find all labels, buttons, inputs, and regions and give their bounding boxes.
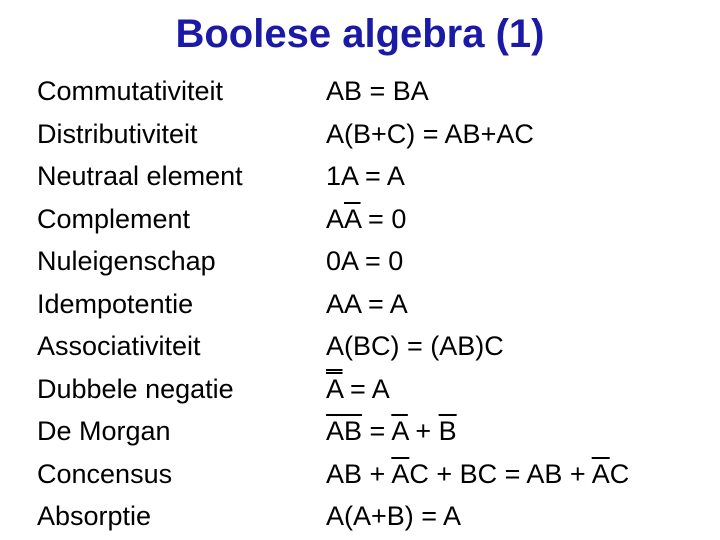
formula — [326, 495, 629, 538]
property-name: Commutativiteit — [37, 76, 224, 106]
formula-text: = — [362, 416, 392, 446]
formula — [326, 113, 629, 156]
formula — [326, 155, 629, 198]
formula-text: 1A = A — [326, 161, 405, 191]
formula — [326, 240, 629, 283]
formula — [326, 283, 629, 326]
formula — [326, 198, 629, 241]
overlined-term: $\overline{A}$ — [391, 458, 410, 489]
formula-text: AB = BA — [326, 76, 429, 106]
formula — [326, 70, 629, 113]
formula-text: A — [326, 203, 345, 234]
formula-text: = A — [342, 373, 390, 404]
formula-text: C + BC = AB + — [409, 458, 592, 489]
formula — [326, 368, 629, 411]
property-name: Distributiviteit — [37, 118, 198, 149]
property-name: Dubbele negatie — [37, 373, 234, 404]
formula-text: + — [407, 416, 439, 446]
property-name: Concensus — [37, 458, 173, 489]
formula-text: AA = A — [326, 288, 408, 319]
overlined-term: $\overline{B}$ — [438, 416, 457, 446]
property-name: De Morgan — [37, 416, 171, 446]
overlined-term: $\overline{AB}$ — [326, 416, 363, 446]
property-name: Nuleigenschap — [37, 246, 216, 276]
property-name: Complement — [37, 203, 191, 234]
formula-text: = 0 — [360, 203, 407, 234]
formula-text: A(A+B) = A — [326, 501, 462, 531]
property-name: Absorptie — [37, 501, 152, 531]
formula-text: C — [609, 458, 630, 489]
formula — [326, 453, 629, 496]
slide-title: Boolese algebra (1) — [175, 12, 545, 56]
formula-list — [326, 70, 629, 538]
formula-text: A(B+C) = AB+AC — [326, 118, 534, 149]
formula-text: 0A = 0 — [326, 246, 404, 276]
property-name-list — [37, 70, 243, 538]
formula-text: A(BC) = (AB)C — [326, 331, 504, 361]
formula-text: AB + — [326, 458, 392, 489]
overlined-term: $\overline{A}$ — [344, 203, 361, 234]
overlined-term: $\overline{A}$ — [391, 416, 408, 446]
property-name: Neutraal element — [37, 161, 243, 191]
overlined-term: $\overline{A}$ — [591, 458, 610, 489]
overlined-term: A — [326, 373, 343, 404]
formula — [326, 325, 629, 368]
property-name: Associativiteit — [37, 331, 201, 361]
formula — [326, 410, 629, 453]
property-name: Idempotentie — [37, 288, 194, 319]
